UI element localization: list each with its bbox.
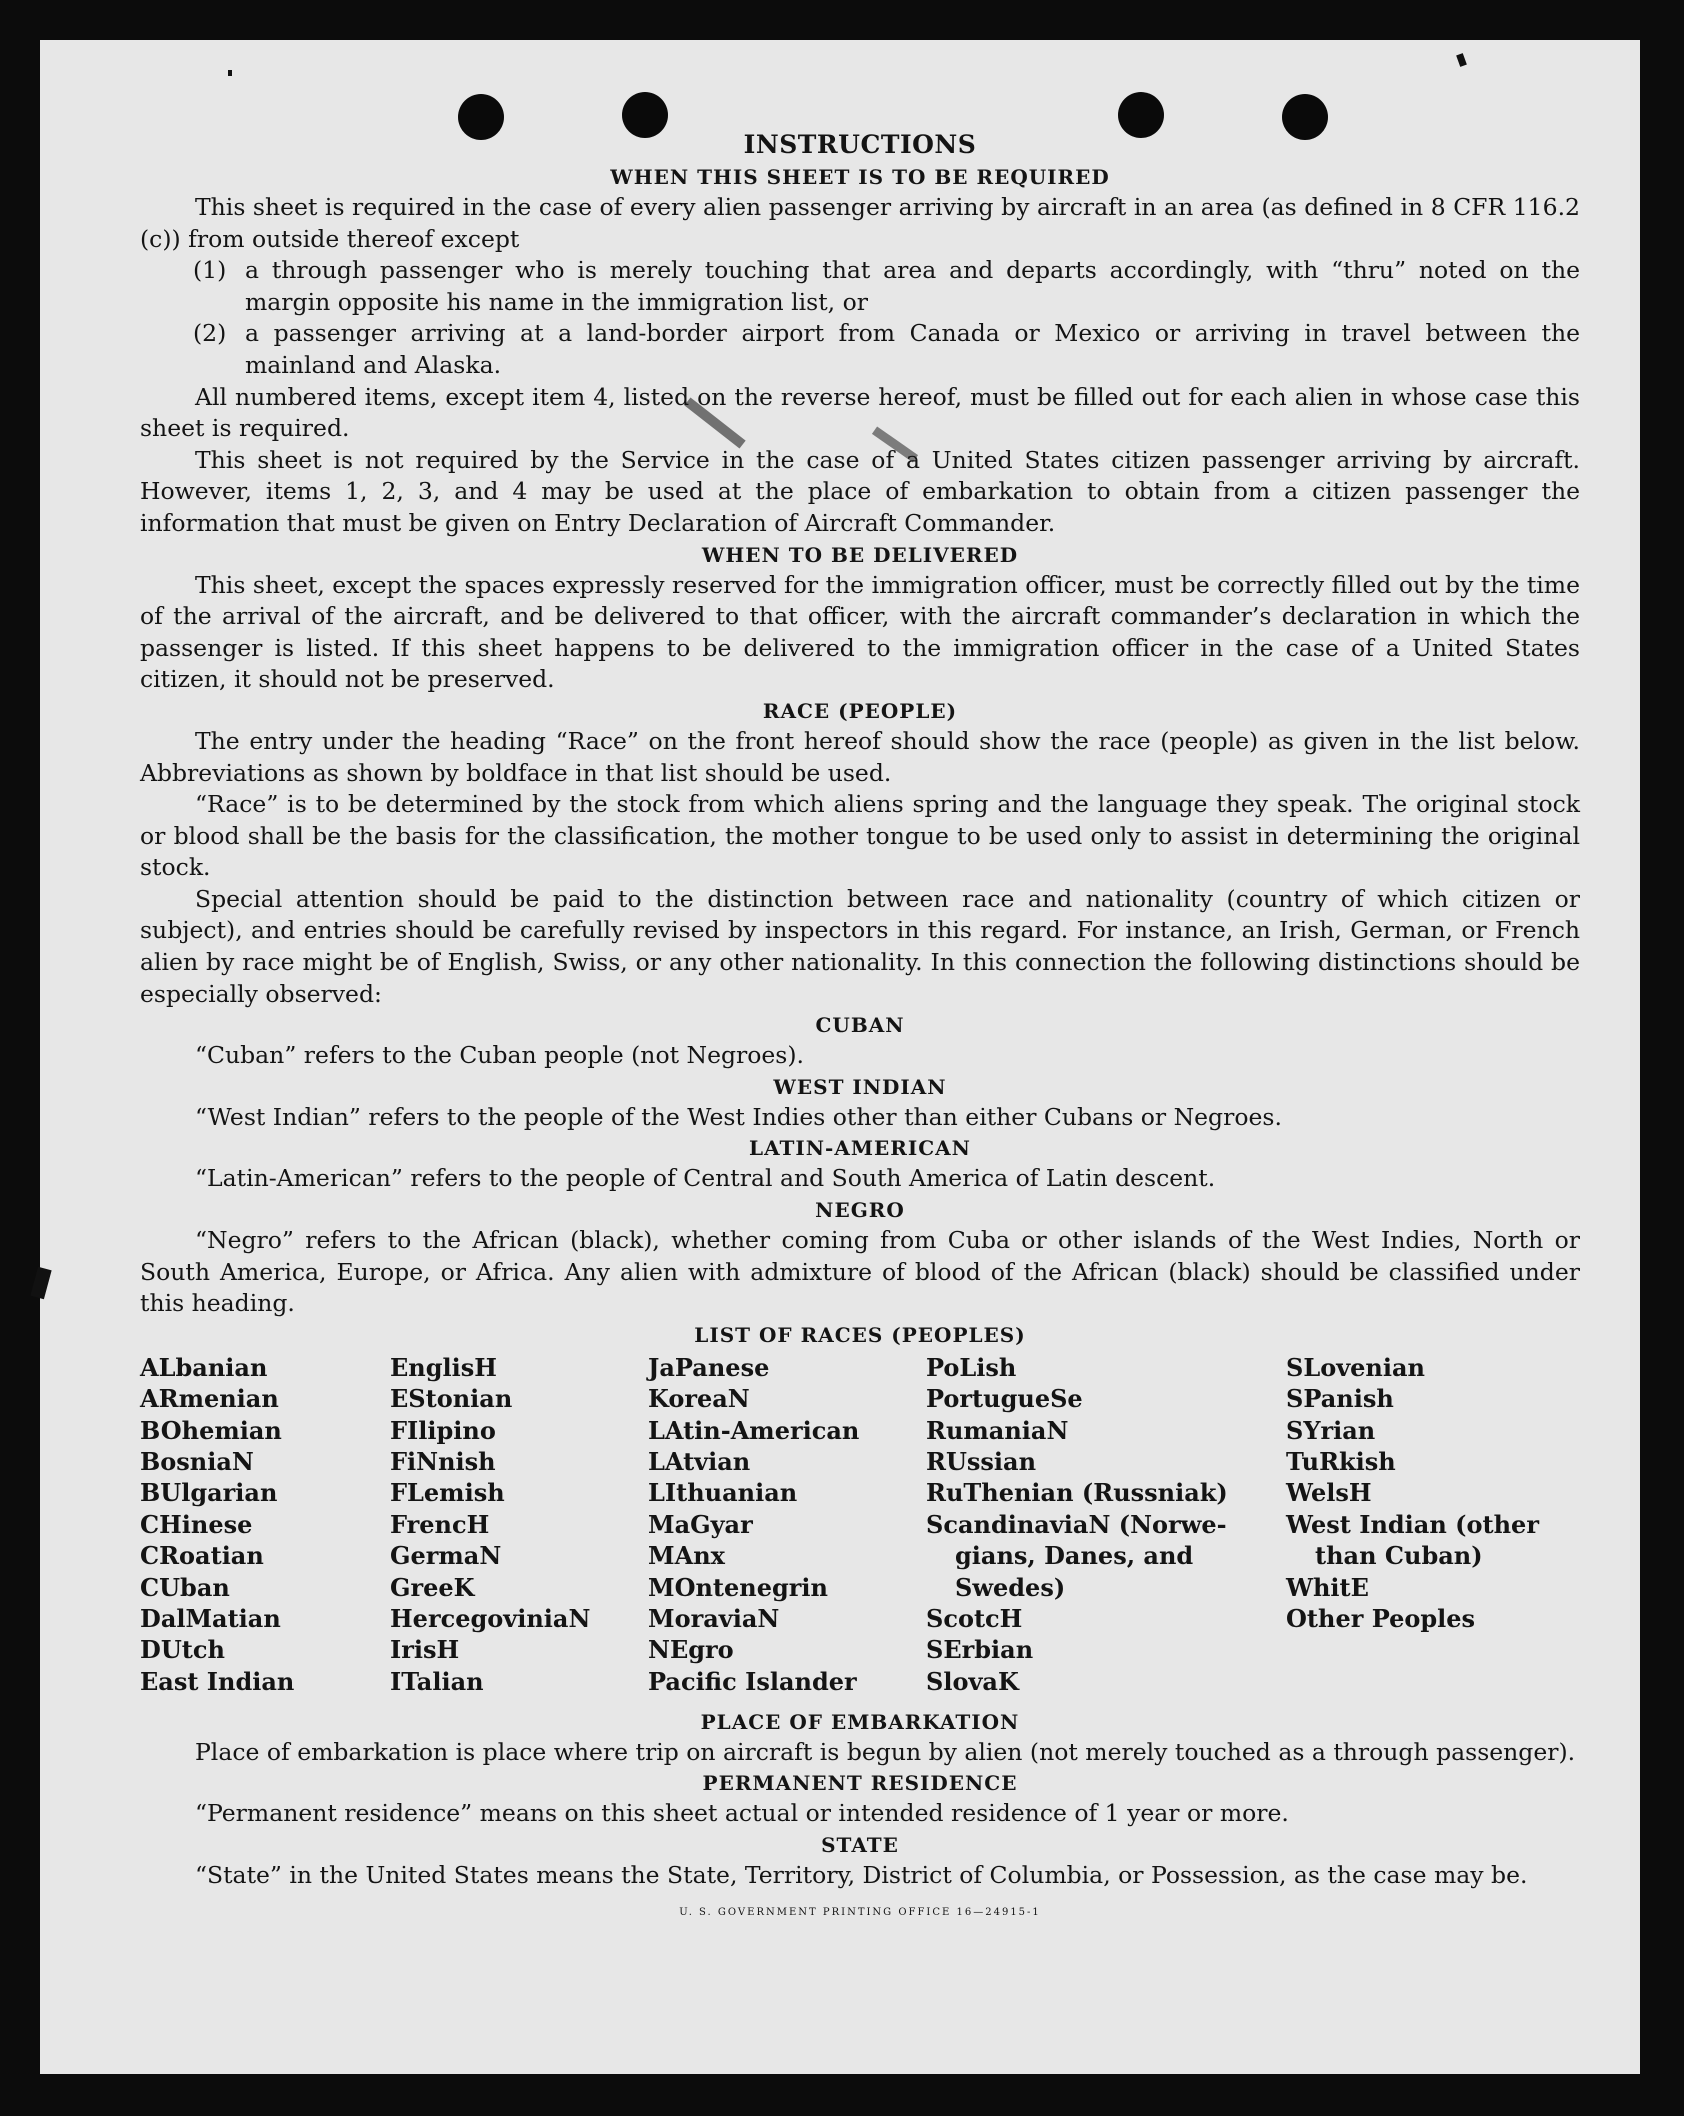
race-column [390,1352,590,1697]
heading-latin-american: LATIN-AMERICAN [749,1136,971,1161]
race-item: SLovenian [1286,1352,1425,1382]
heading-list-of-races: LIST OF RACES (PEOPLES) [694,1322,1026,1347]
race-item: West Indian (other [1286,1509,1539,1539]
race-item: GreeK [390,1572,475,1602]
race-item: SlovaK [926,1666,1019,1696]
printer-imprint: U. S. GOVERNMENT PRINTING OFFICE 16—24915-1 [679,1906,1041,1918]
race-item: BUlgarian [140,1478,278,1508]
race-column [1286,1352,1539,1635]
ink-speck [30,1267,51,1300]
race-item: BOhemian [140,1415,282,1445]
paragraph: “Permanent residence” means on this sheet actual or intended residence of 1 year or more. [195,1799,1289,1828]
heading-race: RACE (PEOPLE) [762,698,958,723]
paragraph: The entry under the heading “Race” on the front hereof should show the race (people) as given in the list below. Abbreviations as shown by boldface in that list should be used. [140,726,1580,787]
race-item: FrencH [390,1509,490,1539]
document-page [40,40,1640,2074]
list-item [193,318,1580,381]
race-item: ARmenian [140,1384,279,1414]
item-text: a passenger arriving at a land-border airport from Canada or Mexico or arriving in travel between the mainland and Alaska. [245,319,1580,379]
race-item: RuThenian (Russniak) [926,1478,1228,1508]
race-item: DalMatian [140,1604,281,1634]
exception-list [140,255,1580,381]
race-item: SYrian [1286,1415,1376,1445]
race-item: PortugueSe [926,1384,1083,1414]
heading-cuban: CUBAN [815,1013,905,1038]
race-item: ITalian [390,1666,484,1696]
ink-speck [1456,53,1467,67]
heading-permanent-residence: PERMANENT RESIDENCE [702,1771,1018,1796]
race-item: NEgro [648,1635,734,1665]
race-item: WhitE [1286,1572,1369,1602]
item-text: a through passenger who is merely touching that area and departs accordingly, with “thru” noted on the margin opposite his name in the immigration list, or [245,256,1580,316]
paragraph: “West Indian” refers to the people of the West Indies other than either Cubans or Negroes. [195,1102,1282,1131]
race-item: SErbian [926,1635,1034,1665]
race-item: RumaniaN [926,1415,1069,1445]
race-item: East Indian [140,1666,295,1696]
race-item: EStonian [390,1384,513,1414]
race-item: JaPanese [648,1352,770,1382]
race-item: ScotcH [926,1604,1023,1634]
paragraph: “Negro” refers to the African (black), whether coming from Cuba or other islands of the West Indies, North or South America, Europe, or Africa. Any alien with admixture of blood of the African (black) should be classified under this heading. [140,1226,1580,1318]
race-item: ALbanian [140,1352,268,1382]
heading-when-required: WHEN THIS SHEET IS TO BE REQUIRED [610,165,1110,189]
race-item: LIthuanian [648,1478,798,1508]
race-column [648,1352,859,1697]
race-item: MOntenegrin [648,1572,828,1602]
race-item: IrisH [390,1635,460,1665]
race-item: SPanish [1286,1384,1394,1414]
race-item: FiNnish [390,1447,496,1477]
race-item: MaGyar [648,1509,753,1539]
race-item: DUtch [140,1635,225,1665]
heading-west-indian: WEST INDIAN [773,1074,947,1099]
heading-when-delivered: WHEN TO BE DELIVERED [701,542,1019,567]
race-item: EnglisH [390,1352,497,1382]
race-item: CRoatian [140,1541,264,1571]
paragraph: This sheet is not required by the Service in the case of a United States citizen passenger arriving by aircraft. However, items 1, 2, 3, and 4 may be used at the place of embarkation to obtain from a citizen passenger the information that must be given on Entry Declaration of Aircraft Commander. [140,445,1580,537]
paragraph: This sheet, except the spaces expressly reserved for the immigration officer, must be correctly filled out by the time of the arrival of the aircraft, and be delivered to that officer, with the aircraft commander’s declaration in which the passenger is listed. If this sheet happens to be delivered to the immigration officer in the case of a United States citizen, it should not be preserved. [140,570,1580,694]
paragraph: “State” in the United States means the State, Territory, District of Columbia, or Possession, as the case may be. [195,1861,1528,1889]
race-item: CHinese [140,1509,253,1539]
race-item: than Cuban) [1315,1541,1483,1571]
paragraph: “Cuban” refers to the Cuban people (not Negroes). [195,1041,805,1070]
race-item: Pacific Islander [648,1666,857,1696]
race-item: MoraviaN [648,1604,780,1634]
race-item: Other Peoples [1286,1604,1476,1634]
race-item: Swedes) [955,1572,1066,1602]
race-item: LAtin-American [648,1415,860,1445]
race-item: CUban [140,1572,230,1602]
race-item: HercegoviniaN [390,1604,591,1634]
ink-speck [228,70,232,76]
heading-place-of-embarkation: PLACE OF EMBARKATION [700,1709,1020,1734]
race-item: GermaN [390,1541,502,1571]
race-item: WelsH [1286,1478,1372,1508]
race-item: ScandinaviaN (Norwe- [926,1509,1227,1539]
race-item: TuRkish [1286,1447,1396,1477]
paragraph: Special attention should be paid to the distinction between race and nationality (country of which citizen or subject), and entries should be carefully revised by inspectors in this regard. For instance, an Irish, German, or French alien by race might be of English, Swiss, or any other nationality. In this connection the following distinctions should be especially observed: [140,884,1580,1008]
paragraph: All numbered items, except item 4, listed on the reverse hereof, must be filled out for each alien in whose case this sheet is required. [140,382,1580,443]
race-item: LAtvian [648,1447,751,1477]
heading-negro: NEGRO [815,1198,905,1223]
race-list [140,1352,1580,1707]
heading-state: STATE [821,1833,899,1857]
paragraph: “Race” is to be determined by the stock from which aliens spring and the language they speak. The original stock or blood shall be the basis for the classification, the mother tongue to be used only to assist in determining the original stock. [140,790,1580,882]
page-title: INSTRUCTIONS [743,130,977,159]
item-number: (2) [193,319,227,348]
item-number: (1) [193,256,227,285]
race-item: KoreaN [648,1384,750,1414]
race-item: PoLish [926,1352,1017,1382]
race-item: MAnx [648,1541,725,1571]
race-item: RUssian [926,1447,1037,1477]
race-item: BosniaN [140,1447,254,1477]
race-item: gians, Danes, and [955,1541,1194,1571]
race-item: FLemish [390,1478,505,1508]
race-column [140,1352,294,1697]
race-column [926,1352,1228,1697]
race-item: FIlipino [390,1415,496,1445]
paragraph: Place of embarkation is place where trip on aircraft is begun by alien (not merely touched as a through passenger). [195,1737,1576,1766]
list-item [193,255,1580,318]
paragraph: “Latin-American” refers to the people of Central and South America of Latin descent. [195,1164,1216,1193]
paragraph: This sheet is required in the case of every alien passenger arriving by aircraft in an area (as defined in 8 CFR 116.2 (c)) from outside thereof except [140,193,1580,253]
instructions-text [140,128,1580,1920]
